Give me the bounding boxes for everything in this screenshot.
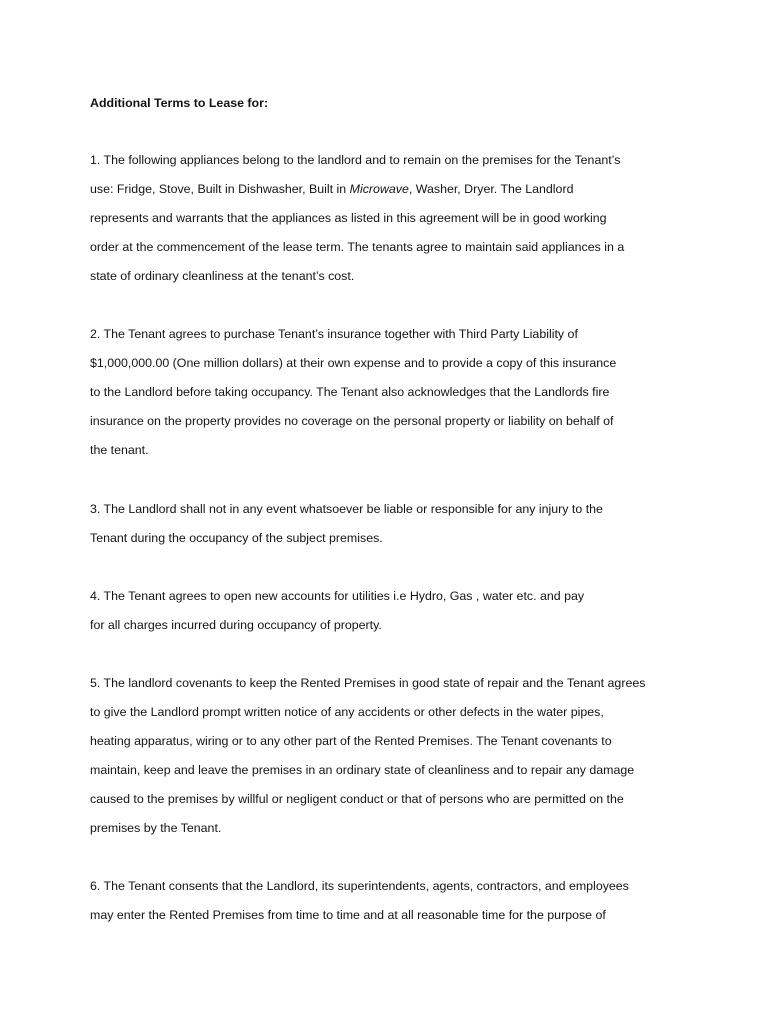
paragraph-1-line-1: 1. The following appliances belong to the landlord and to remain on the premises for the Tenant’s — [90, 153, 621, 167]
paragraph-5-line-2: to give the Landlord prompt written notice of any accidents or other defects in the water pipes, — [90, 705, 604, 719]
paragraph-2-line-2: $1,000,000.00 (One million dollars) at their own expense and to provide a copy of this insurance — [90, 356, 617, 370]
paragraph-2-line-5: the tenant. — [90, 443, 149, 457]
paragraph-3-line-2: Tenant during the occupancy of the subject premises. — [90, 531, 383, 545]
paragraph-1-line-3: represents and warrants that the appliances as listed in this agreement will be in good working — [90, 211, 607, 225]
microwave-italic-text: Microwave — [349, 182, 409, 196]
paragraph-2-line-3: to the Landlord before taking occupancy. The Tenant also acknowledges that the Landlords fire — [90, 385, 610, 399]
paragraph-1-line-2-rest: , Washer, Dryer. The Landlord — [408, 182, 574, 196]
paragraph-1-line-4: order at the commencement of the lease term. The tenants agree to maintain said appliances in a — [90, 240, 625, 254]
document-heading: Additional Terms to Lease for: — [90, 96, 269, 110]
paragraph-1-line-2-text: use: Fridge, Stove, Built in Dishwasher, Built in — [90, 182, 350, 196]
paragraph-5-line-1: 5. The landlord covenants to keep the Rented Premises in good state of repair and the Tenant agrees — [90, 676, 646, 690]
paragraph-1-line-2 — [90, 181, 573, 197]
paragraph-6-line-2: may enter the Rented Premises from time to time and at all reasonable time for the purpose of — [90, 908, 606, 922]
paragraph-4-line-2: for all charges incurred during occupancy of property. — [90, 618, 382, 632]
paragraph-1-line-5: state of ordinary cleanliness at the tenant’s cost. — [90, 269, 355, 283]
paragraph-5-line-4: maintain, keep and leave the premises in an ordinary state of cleanliness and to repair any damage — [90, 763, 635, 777]
paragraph-4-line-1: 4. The Tenant agrees to open new accounts for utilities i.e Hydro, Gas , water etc. and pay — [90, 589, 585, 603]
paragraph-2-line-4: insurance on the property provides no coverage on the personal property or liability on behalf of — [90, 414, 614, 428]
paragraph-5-line-5: caused to the premises by willful or negligent conduct or that of persons who are permitted on the — [90, 792, 624, 806]
paragraph-3-line-1: 3. The Landlord shall not in any event whatsoever be liable or responsible for any injury to the — [90, 502, 603, 516]
paragraph-2-line-1: 2. The Tenant agrees to purchase Tenant’s insurance together with Third Party Liability of — [90, 327, 578, 341]
paragraph-5-line-6: premises by the Tenant. — [90, 821, 222, 835]
paragraph-6-line-1: 6. The Tenant consents that the Landlord, its superintendents, agents, contractors, and employees — [90, 879, 629, 893]
paragraph-5-line-3: heating apparatus, wiring or to any other part of the Rented Premises. The Tenant covenants to — [90, 734, 612, 748]
